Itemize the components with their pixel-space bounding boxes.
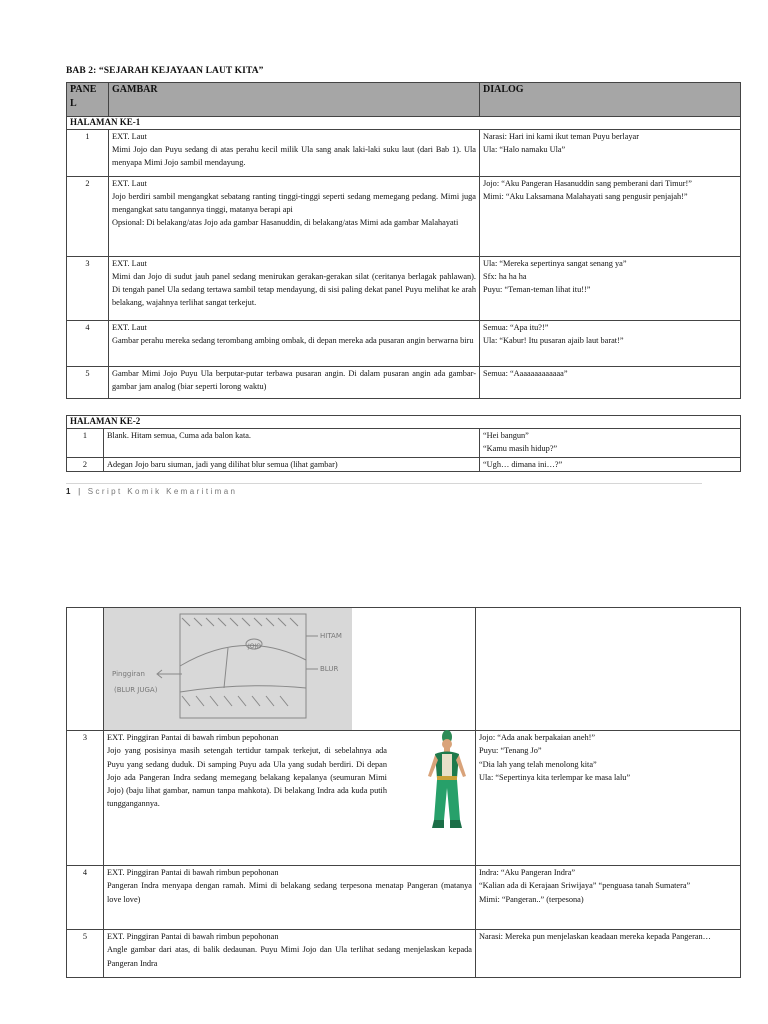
table-row <box>67 129 741 176</box>
footer-document-title: Script Komik Kemaritiman <box>87 487 238 496</box>
panel-number: 2 <box>67 176 109 256</box>
dialog-line: “Kamu masih hidup?” <box>483 443 558 453</box>
scene-note: Opsional: Di belakang/atas Jojo ada gambar Hasanuddin, di belakang/atas Mimi ada gambar Malahayati <box>112 218 459 228</box>
dialog-line: Ula: “Sepertinya kita terlempar ke masa lalu” <box>479 772 631 782</box>
gambar-cell <box>109 256 480 320</box>
dialog-line: “Ugh… dimana ini…?” <box>483 459 563 469</box>
table-row <box>67 731 741 866</box>
dialog-line: Puyu: “Tenang Jo” <box>479 746 542 756</box>
scene-description: Mimi Jojo dan Puyu sedang di atas perahu kecil milik Ula sang anak laki-laki suku laut (dari Bab 1). Ula menyapa Mimi Jojo sambil mendayung. <box>112 144 476 168</box>
scene-heading: EXT. Pinggiran Pantai di bawah rimbun pepohonan <box>107 932 279 941</box>
dialog-line: “Kalian ada di Kerajaan Sriwijaya” “penguasa tanah Sumatera” <box>479 881 691 891</box>
scene-description: Jojo berdiri sambil mengangkat sebatang ranting tinggi-tinggi seperti sedang memegang pedang. Mimi juga mengangkat satu tangannya tinggi, matanya berapi api <box>112 191 476 215</box>
table-row <box>67 176 741 256</box>
dialog-cell <box>480 320 741 366</box>
halaman-1-label: HALAMAN KE-1 <box>67 117 741 130</box>
dialog-line: Ula: “Halo namaku Ula” <box>483 144 566 154</box>
dialog-cell <box>476 930 741 978</box>
dialog-cell <box>480 457 741 471</box>
panel-number: 2 <box>67 457 104 471</box>
gambar-cell <box>104 731 476 866</box>
dialog-cell <box>480 129 741 176</box>
sketch-label-blur: BLUR <box>320 665 339 673</box>
scene-description: Blank. Hitam semua, Cuma ada balon kata. <box>107 430 252 440</box>
sketch-label-pinggiran: Pinggiran <box>112 670 145 678</box>
scene-heading: EXT. Laut <box>112 131 147 141</box>
sketch-label-blur-juga: (BLUR JUGA) <box>114 686 158 694</box>
scene-description: Gambar perahu mereka sedang terombang ambing ombak, di depan mereka ada pusaran angin berwarna biru <box>112 335 474 345</box>
gambar-cell <box>104 866 476 930</box>
scene-heading: EXT. Laut <box>112 322 147 332</box>
footer-separator: | <box>78 487 81 496</box>
panel-number: 3 <box>67 731 104 866</box>
scene-heading: EXT. Laut <box>112 258 147 268</box>
gambar-cell <box>104 457 480 471</box>
dialog-line: Mimi: “Aku Laksamana Malahayati sang pengusir penjajah!” <box>483 191 688 201</box>
scene-heading: EXT. Laut <box>112 178 147 188</box>
scene-description: Pangeran Indra menyapa dengan ramah. Mimi di belakang sedang terpesona menatap Pangeran (matanya love love) <box>107 881 472 904</box>
gambar-cell <box>104 930 476 978</box>
dialog-line: Semua: “Apa itu?!” <box>483 322 549 332</box>
dialog-line: “Dia lah yang telah menolong kita” <box>479 759 597 769</box>
panel-number: 1 <box>67 129 109 176</box>
pencil-sketch <box>104 608 352 730</box>
table-row <box>67 256 741 320</box>
dialog-line: Semua: “Aaaaaaaaaaaaa” <box>483 368 568 378</box>
gambar-cell <box>109 176 480 256</box>
dialog-line: Ula: “Kabur! Itu pusaran ajaib laut barat!” <box>483 335 624 345</box>
gambar-cell <box>104 608 476 731</box>
dialog-line: Narasi: Hari ini kami ikut teman Puyu berlayar <box>483 131 639 141</box>
dialog-cell <box>480 176 741 256</box>
footer-divider <box>66 483 702 484</box>
panel-number: 4 <box>67 320 109 366</box>
sketch-image <box>104 608 352 730</box>
panel-number: 4 <box>67 866 104 930</box>
table-row <box>67 930 741 978</box>
dialog-line: Jojo: “Aku Pangeran Hasanuddin sang pemberani dari Timur!” <box>483 178 692 188</box>
dialog-line: Indra: “Aku Pangeran Indra” <box>479 868 576 877</box>
script-table-page-2 <box>66 607 741 978</box>
panel-number: 3 <box>67 256 109 320</box>
dialog-cell <box>480 428 741 457</box>
gambar-cell <box>109 320 480 366</box>
scene-description: Jojo yang posisinya masih setengah tertidur tampak terkejut, di sebelahnya ada Puyu yang sedang duduk. Di samping Puyu ada Ula yang sudah berdiri. Di depan Jojo ada Pangeran Indra sedang memegang belakang kepalanya (seumuran Mimi Jojo) (baju lihat gambar, namun tanpa mahkota). Di belakang Indra ada kuda putih tunggangannya. <box>107 746 387 809</box>
dialog-cell <box>476 866 741 930</box>
gambar-cell <box>109 366 480 398</box>
table-row <box>67 428 741 457</box>
table-row <box>67 320 741 366</box>
dialog-line: Puyu: “Teman-teman lihat itu!!” <box>483 285 591 295</box>
header-dialog: DIALOG <box>480 83 741 117</box>
dialog-line: “Hei bangun” <box>483 430 529 440</box>
page-footer <box>66 487 237 496</box>
panel-number: 5 <box>67 366 109 398</box>
dialog-line: Sfx: ha ha ha <box>483 271 527 281</box>
panel-number: 5 <box>67 930 104 978</box>
dialog-cell <box>476 608 741 731</box>
dialog-line: Mimi: “Pangeran..” (terpesona) <box>479 894 584 904</box>
dialog-line: Narasi: Mereka pun menjelaskan keadaan mereka kepada Pangeran… <box>479 932 711 941</box>
table-row <box>67 608 741 731</box>
dialog-cell <box>480 256 741 320</box>
sketch-label-jojo: JOJO <box>248 643 261 650</box>
script-table-halaman-2 <box>66 415 741 472</box>
dialog-line: Jojo: “Ada anak berpakaian aneh!” <box>479 733 596 742</box>
panel-number: 1 <box>67 428 104 457</box>
dialog-line: Ula: “Mereka sepertinya sangat senang ya” <box>483 258 627 268</box>
scene-description: Gambar Mimi Jojo Puyu Ula berputar-putar terbawa pusaran angin. Di dalam pusaran angin ada gambar-gambar jam analog (biar seperti lorong waktu) <box>112 368 476 391</box>
panel-number <box>67 608 104 731</box>
chapter-title: BAB 2: “SEJARAH KEJAYAAN LAUT KITA” <box>66 66 264 76</box>
table-row <box>67 866 741 930</box>
dialog-cell <box>480 366 741 398</box>
character-reference-image <box>422 728 472 832</box>
dialog-cell <box>476 731 741 866</box>
script-table-halaman-1 <box>66 82 741 399</box>
table-row <box>67 366 741 398</box>
footer-page-number: 1 <box>66 487 71 496</box>
table-row <box>67 457 741 471</box>
halaman-2-label: HALAMAN KE-2 <box>67 416 741 429</box>
sketch-label-hitam: HITAM <box>320 632 342 640</box>
scene-description: Angle gambar dari atas, di balik dedaunan. Puyu Mimi Jojo dan Ula terlihat sedang menjelaskan kepada Pangeran Indra <box>107 945 472 968</box>
header-gambar: GAMBAR <box>109 83 480 117</box>
scene-description: Mimi dan Jojo di sudut jauh panel sedang menirukan gerakan-gerakan silat (ceritanya berlagak pahlawan). Di tengah panel Ula sedang tertawa sambil tetap mendayung, di sisi paling dekat panel Puyu melihat ke arah belakang, wajahnya terlihat sangat terkejut. <box>112 271 476 308</box>
gambar-cell <box>104 428 480 457</box>
header-panel: PANE L <box>67 83 109 117</box>
scene-description: Adegan Jojo baru siuman, jadi yang dilihat blur semua (lihat gambar) <box>107 459 338 469</box>
scene-heading: EXT. Pinggiran Pantai di bawah rimbun pepohonan <box>107 733 279 742</box>
scene-heading: EXT. Pinggiran Pantai di bawah rimbun pepohonan <box>107 868 279 877</box>
gambar-cell <box>109 129 480 176</box>
